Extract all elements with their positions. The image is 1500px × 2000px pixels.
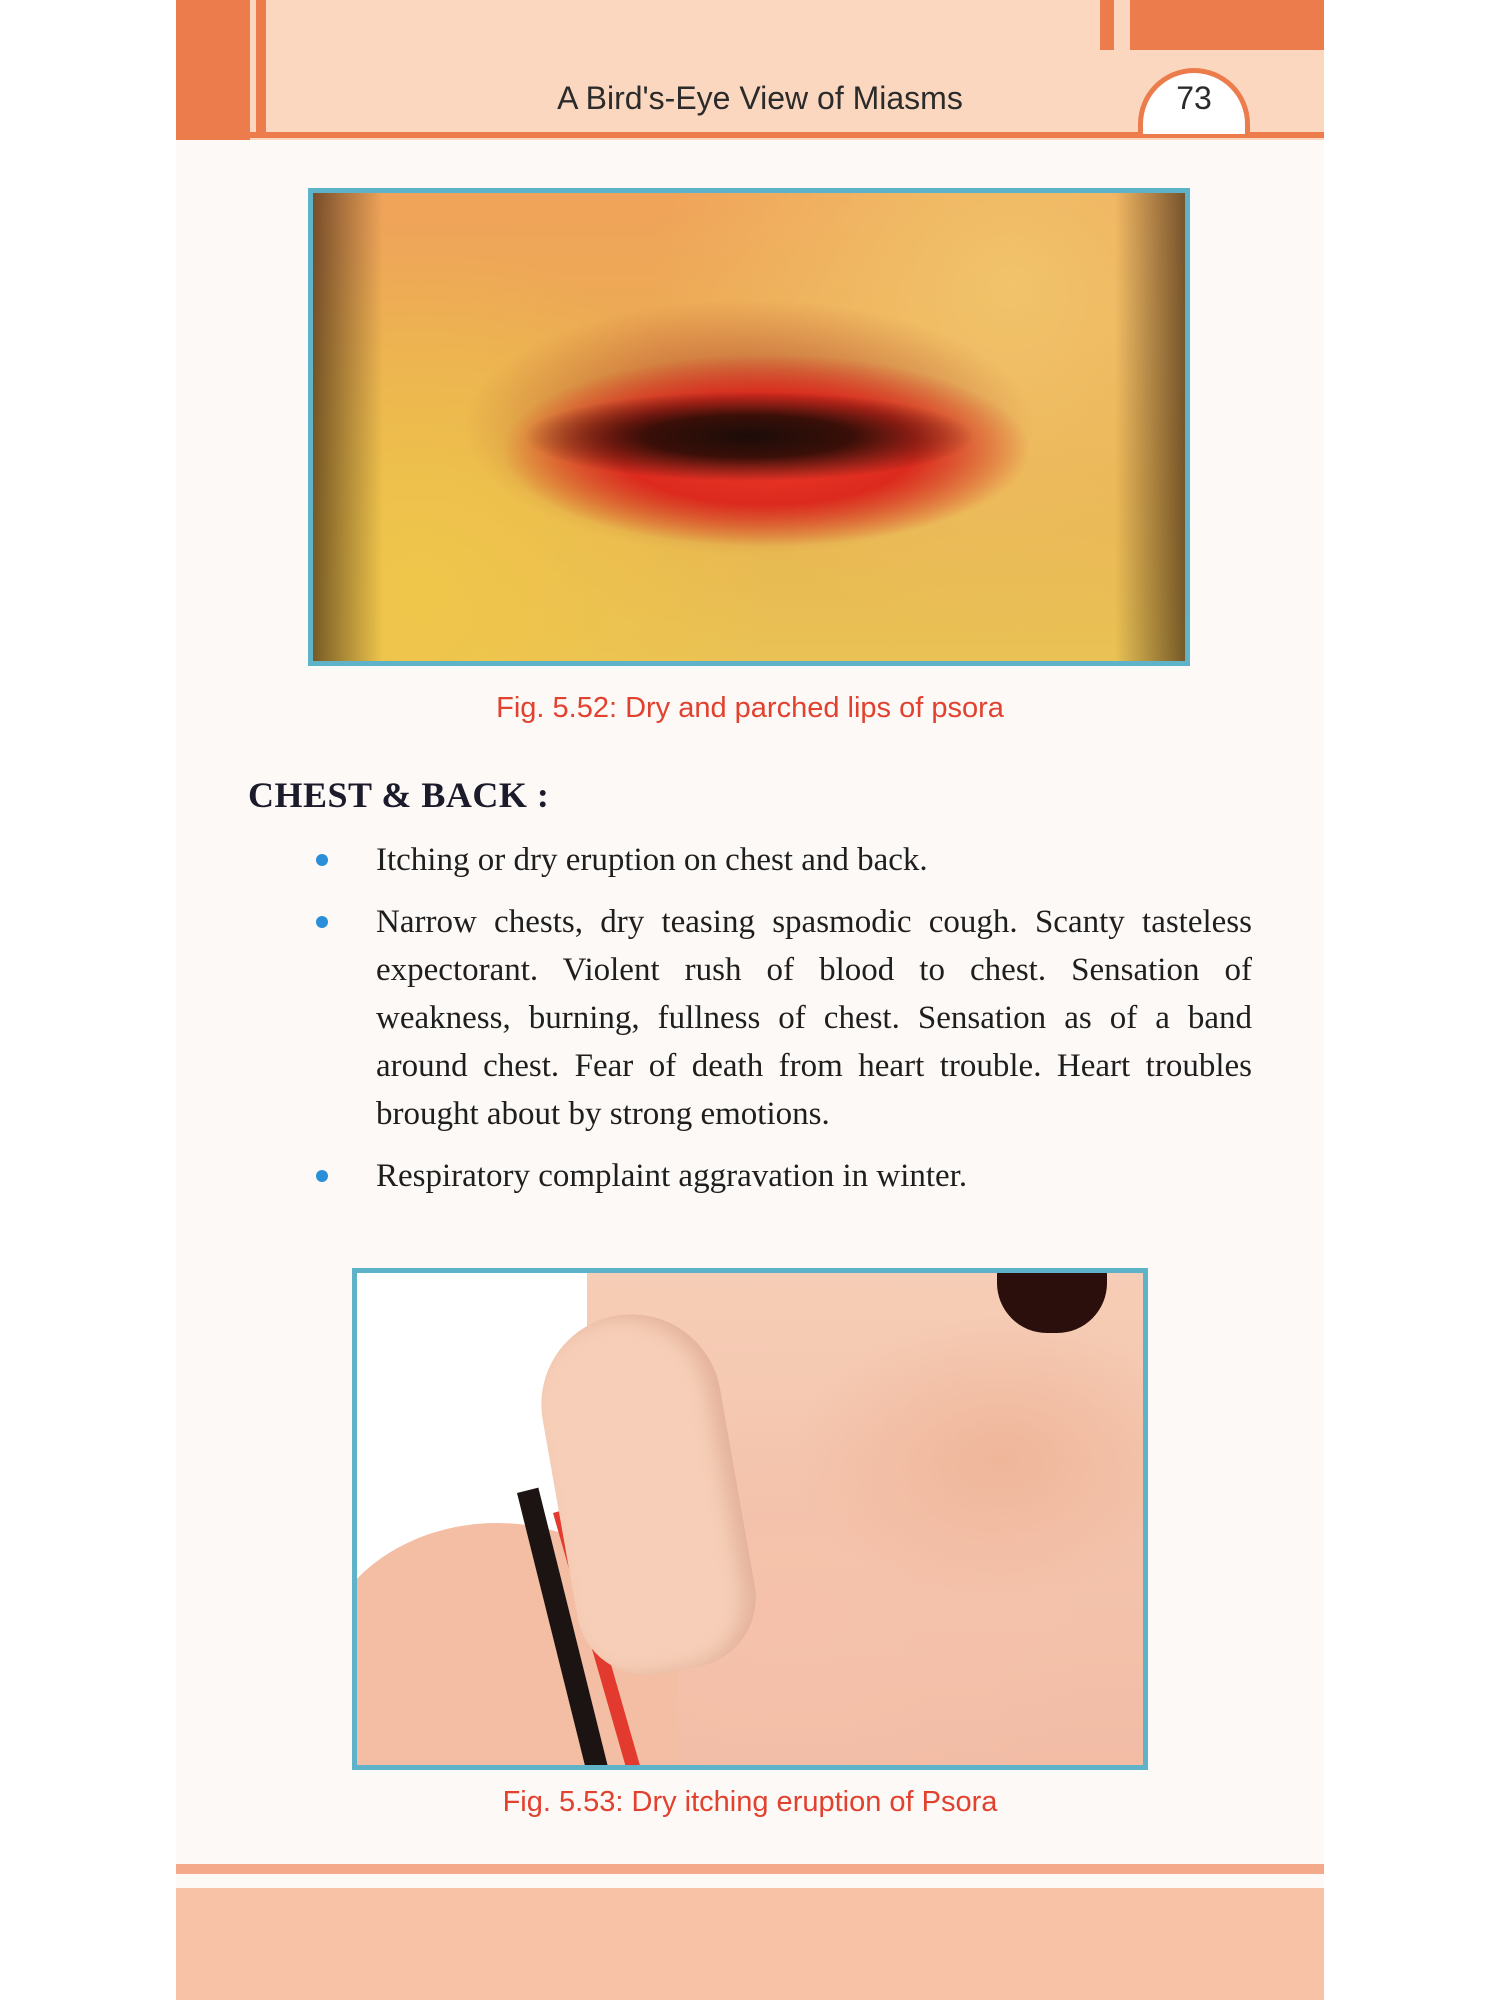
list-item: [312, 1152, 1252, 1200]
list-item: [312, 898, 1252, 1138]
running-title: A Bird's-Eye View of Miasms: [557, 80, 963, 116]
list-item-text: Respiratory complaint aggravation in winter.: [376, 1158, 968, 1194]
bullet-icon: [316, 854, 328, 866]
figure-lips-photo: [308, 188, 1190, 666]
page-footer: [176, 1888, 1324, 2000]
list-item-text: Narrow chests, dry teasing spasmodic cough. Scanty tasteless expectorant. Violent rush of blood to chest. Sensation of weakness, burning, fullness of chest. Sensation as of a band around chest. Fear of death from heart trouble. Heart troubles brought about by strong emotions.: [376, 904, 1252, 1132]
figure-caption: Fig. 5.53: Dry itching eruption of Psora: [502, 1786, 998, 1818]
section-heading: CHEST & BACK :: [248, 775, 550, 815]
list-item-text: Itching or dry eruption on chest and back.: [376, 842, 928, 878]
bullet-list: [312, 836, 1252, 1214]
bullet-icon: [316, 1170, 328, 1182]
bullet-icon: [316, 916, 328, 928]
header-accent-block: [176, 0, 250, 140]
figure-itching-photo: [352, 1268, 1148, 1770]
list-item: [312, 836, 1252, 884]
footer-rule: [176, 1864, 1324, 1874]
hair-shape: [997, 1273, 1107, 1333]
header-accent-stripe: [256, 0, 266, 132]
header-right-stripe: [1100, 0, 1114, 50]
figure-caption: Fig. 5.52: Dry and parched lips of psora: [496, 692, 1004, 724]
page-margin: [0, 0, 176, 2000]
photo-vignette-right: [1115, 193, 1185, 661]
page-number: 73: [1176, 80, 1212, 116]
photo-vignette-left: [313, 193, 383, 661]
header-right-block: [1130, 0, 1324, 50]
